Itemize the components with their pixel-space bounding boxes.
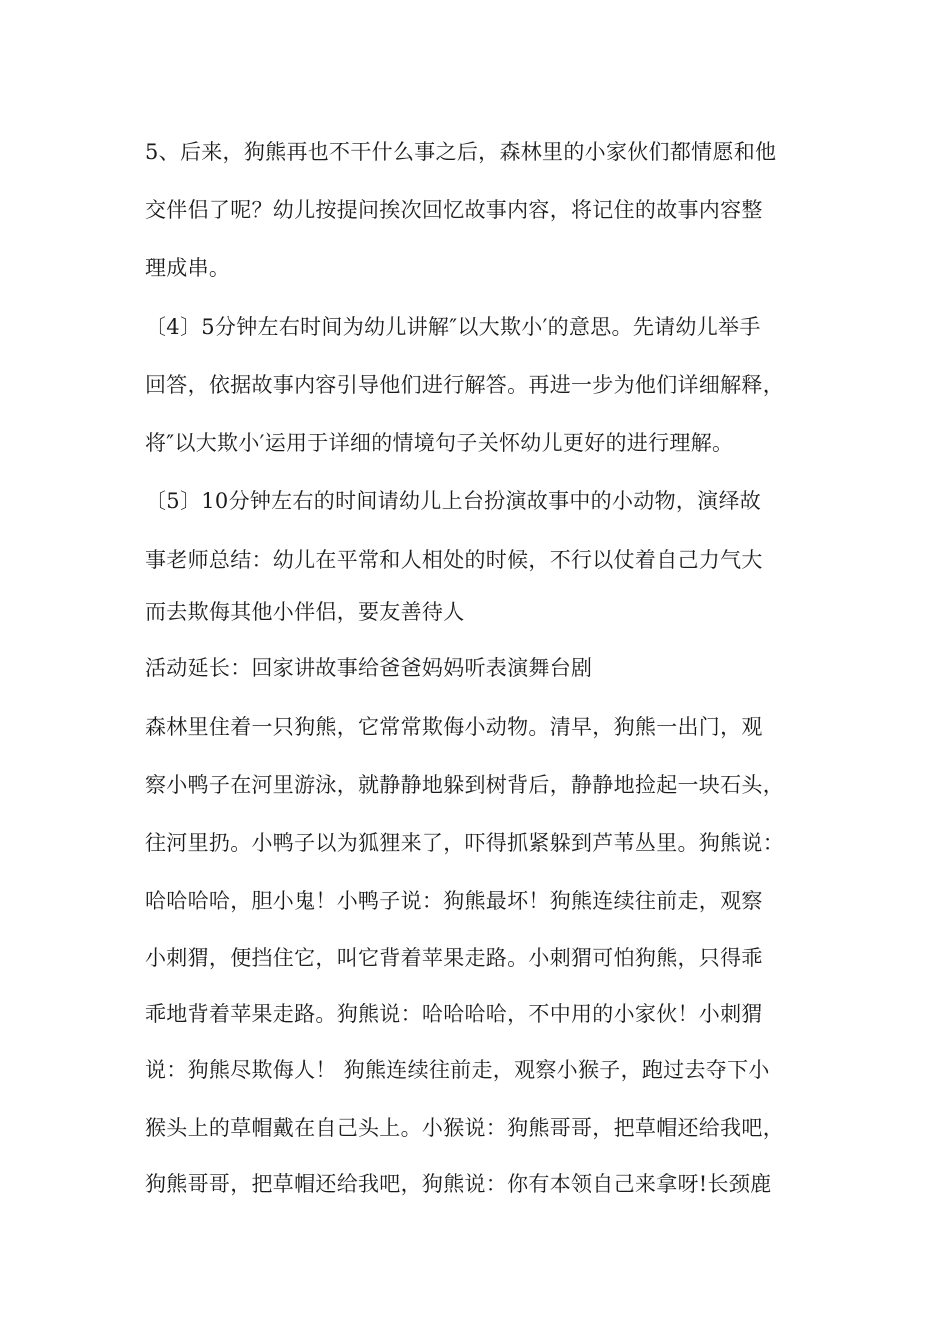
text-line: 5、后来，狗熊再也不干什么事之后，森林里的小家伙们都情愿和他 xyxy=(145,140,777,164)
text-line: 说：狗熊尽欺侮人！ 狗熊连续往前走，观察小猴子，跑过去夺下小 xyxy=(145,1058,770,1082)
text-line: 察小鸭子在河里游泳，就静静地躲到树背后，静静地捡起一块石头， xyxy=(145,773,784,797)
text-line: 〔4〕5分钟左右时间为幼儿讲解″以大欺小′的意思。先请幼儿举手 xyxy=(145,315,761,339)
text-line: 回答，依据故事内容引导他们进行解答。再进一步为他们详细解释， xyxy=(145,373,784,397)
text-line: 而去欺侮其他小伴侣，要友善待人 xyxy=(145,600,465,624)
text-line: 狗熊哥哥，把草帽还给我吧，狗熊说：你有本领自己来拿呀!长颈鹿 xyxy=(145,1172,772,1196)
text-line: 活动延长：回家讲故事给爸爸妈妈听表演舞台剧 xyxy=(145,656,593,680)
text-line: 事老师总结：幼儿在平常和人相处的时候，不行以仗着自己力气大 xyxy=(145,548,763,572)
text-line: 将″以大欺小′运用于详细的情境句子关怀幼儿更好的进行理解。 xyxy=(145,431,734,455)
text-line: 乖地背着苹果走路。狗熊说：哈哈哈哈，不中用的小家伙！小刺猬 xyxy=(145,1002,763,1026)
text-line: 〔5〕10分钟左右的时间请幼儿上台扮演故事中的小动物，演绎故 xyxy=(145,489,762,513)
text-line: 交伴侣了呢？幼儿按提问挨次回忆故事内容，将记住的故事内容整 xyxy=(145,198,763,222)
text-line: 森林里住着一只狗熊，它常常欺侮小动物。清早，狗熊一出门，观 xyxy=(145,715,763,739)
text-line: 哈哈哈哈，胆小鬼！小鸭子说：狗熊最坏！狗熊连续往前走，观察 xyxy=(145,889,763,913)
text-line: 往河里扔。小鸭子以为狐狸来了，吓得抓紧躲到芦苇丛里。狗熊说： xyxy=(145,831,784,855)
text-line: 小刺猬，便挡住它，叫它背着苹果走路。小刺猬可怕狗熊，只得乖 xyxy=(145,946,763,970)
text-line: 猴头上的草帽戴在自己头上。小猴说：狗熊哥哥，把草帽还给我吧， xyxy=(145,1116,784,1140)
text-line: 理成串。 xyxy=(145,256,231,280)
